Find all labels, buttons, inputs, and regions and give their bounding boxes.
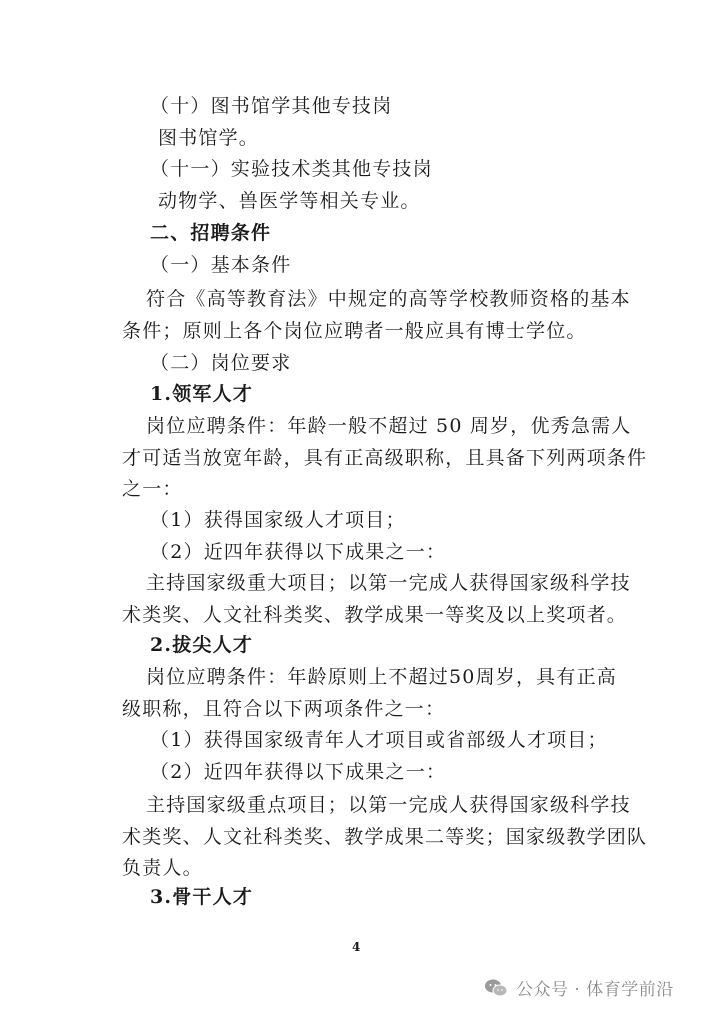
- list-item-top-1: （1）获得国家级青年人才项目或省部级人才项目；: [150, 729, 608, 751]
- paragraph-leading-achieve-2: 术类奖、人文社科类奖、教学成果一等奖及以上奖项者。: [122, 604, 628, 626]
- paragraph-basic-1: 符合《高等教育法》中规定的高等学校教师资格的基本: [146, 288, 631, 310]
- watermark-text: 公众号 · 体育学前沿: [516, 980, 674, 1000]
- paragraph-leading-3: 之一：: [122, 478, 183, 500]
- heading-lab-post: （十一）实验技术类其他专技岗: [150, 158, 433, 180]
- heading-leading-talent: 1.领军人才: [150, 383, 254, 405]
- paragraph-leading-1: 岗位应聘条件：年龄一般不超过 50 周岁，优秀急需人: [146, 415, 632, 437]
- subheading-basic-conditions: （一）基本条件: [150, 254, 292, 276]
- heading-backbone-talent: 3.骨干人才: [150, 886, 254, 908]
- paragraph-lab-major: 动物学、兽医学等相关专业。: [158, 190, 421, 212]
- paragraph-leading-2: 才可适当放宽年龄，具有正高级职称，且具备下列两项条件: [122, 447, 648, 469]
- watermark: [484, 975, 674, 1000]
- heading-library-post: （十）图书馆学其他专技岗: [150, 95, 393, 117]
- heading-top-talent: 2.拔尖人才: [150, 634, 254, 656]
- paragraph-library-major: 图书馆学。: [158, 127, 260, 149]
- subheading-post-requirements: （二）岗位要求: [150, 352, 292, 374]
- wechat-icon: [484, 978, 508, 998]
- paragraph-top-achieve-2: 术类奖、人文社科类奖、教学成果二等奖；国家级教学团队: [122, 826, 648, 848]
- list-item-leading-2: （2）近四年获得以下成果之一：: [150, 541, 447, 563]
- paragraph-top-1: 岗位应聘条件：年龄原则上不超过50周岁，具有正高: [146, 666, 617, 688]
- list-item-top-2: （2）近四年获得以下成果之一：: [150, 761, 447, 783]
- paragraph-top-achieve-1: 主持国家级重点项目；以第一完成人获得国家级科学技: [146, 794, 631, 816]
- paragraph-top-2: 级职称，且符合以下两项条件之一：: [122, 698, 446, 720]
- paragraph-leading-achieve-1: 主持国家级重大项目；以第一完成人获得国家级科学技: [146, 572, 631, 594]
- paragraph-basic-2: 条件；原则上各个岗位应聘者一般应具有博士学位。: [122, 320, 587, 342]
- page-number: 4: [352, 940, 361, 954]
- section-heading-conditions: 二、招聘条件: [150, 222, 272, 244]
- list-item-leading-1: （1）获得国家级人才项目；: [150, 509, 406, 531]
- paragraph-top-achieve-3: 负责人。: [122, 857, 203, 879]
